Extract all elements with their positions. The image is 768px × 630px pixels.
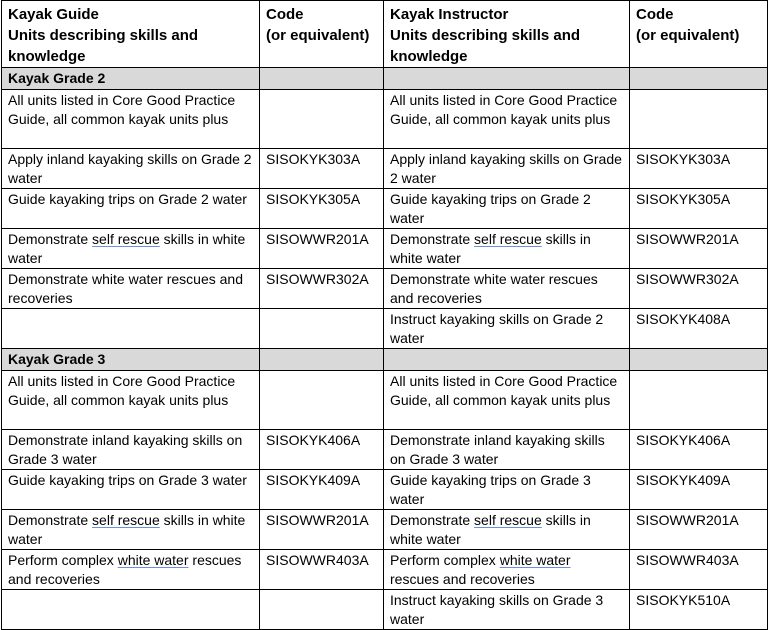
instructor-unit-cell: Demonstrate self rescue skills in white water [384, 229, 630, 269]
guide-code-cell: SISOWWR302A [260, 269, 384, 309]
section-title: Kayak Grade 2 [2, 68, 260, 90]
guide-unit-cell: Demonstrate inland kayaking skills on Grade 3 water [2, 430, 260, 470]
instructor-code-cell: SISOKYK303A [630, 149, 768, 189]
instructor-unit-cell: All units listed in Core Good Practice Guide, all common kayak units plus [384, 371, 630, 430]
guide-code-cell [260, 371, 384, 430]
guide-unit-cell: Demonstrate self rescue skills in white water [2, 510, 260, 550]
guide-code-cell: SISOKYK303A [260, 149, 384, 189]
table-row [2, 550, 768, 590]
guide-code-cell: SISOWWR201A [260, 229, 384, 269]
instructor-unit-cell: Perform complex white water rescues and recoveries [384, 550, 630, 590]
instructor-unit-cell: Demonstrate white water rescues and recoveries [384, 269, 630, 309]
table-row [2, 309, 768, 349]
guide-unit-cell [2, 309, 260, 349]
spellcheck-underline: self rescue [92, 512, 160, 528]
instructor-unit-cell: Demonstrate inland kayaking skills on Grade 3 water [384, 430, 630, 470]
instructor-unit-cell: Apply inland kayaking skills on Grade 2 water [384, 149, 630, 189]
section-row-grade-2 [2, 68, 768, 90]
instructor-code-cell: SISOKYK305A [630, 189, 768, 229]
header-instructor-code: Code (or equivalent) [630, 1, 768, 68]
instructor-code-cell [630, 90, 768, 149]
guide-code-cell [260, 90, 384, 149]
guide-unit-cell: Perform complex white water rescues and recoveries [2, 550, 260, 590]
guide-code-cell [260, 590, 384, 630]
guide-unit-cell [2, 590, 260, 630]
table-row [2, 510, 768, 550]
spellcheck-underline: self rescue [474, 231, 542, 247]
instructor-code-cell: SISOWWR201A [630, 510, 768, 550]
spellcheck-underline: white water [117, 552, 189, 568]
header-guide-unit: Kayak Guide Units describing skills and knowledge [2, 1, 260, 68]
table-row [2, 269, 768, 309]
instructor-code-cell: SISOKYK406A [630, 430, 768, 470]
table-row [2, 470, 768, 510]
instructor-code-cell: SISOKYK408A [630, 309, 768, 349]
table-row [2, 189, 768, 229]
instructor-code-cell: SISOWWR403A [630, 550, 768, 590]
table-row [2, 371, 768, 430]
instructor-unit-cell: Guide kayaking trips on Grade 3 water [384, 470, 630, 510]
spellcheck-underline: self rescue [474, 512, 542, 528]
instructor-code-cell: SISOWWR302A [630, 269, 768, 309]
guide-code-cell: SISOWWR201A [260, 510, 384, 550]
instructor-unit-cell: All units listed in Core Good Practice Guide, all common kayak units plus [384, 90, 630, 149]
table-row [2, 149, 768, 189]
section-row-grade-3 [2, 349, 768, 371]
instructor-unit-cell: Instruct kayaking skills on Grade 3 water [384, 590, 630, 630]
guide-code-cell [260, 309, 384, 349]
header-guide-code: Code (or equivalent) [260, 1, 384, 68]
instructor-unit-cell: Guide kayaking trips on Grade 2 water [384, 189, 630, 229]
instructor-unit-cell: Instruct kayaking skills on Grade 2 water [384, 309, 630, 349]
instructor-code-cell: SISOKYK510A [630, 590, 768, 630]
header-row [2, 1, 768, 68]
guide-code-cell: SISOKYK406A [260, 430, 384, 470]
guide-code-cell: SISOKYK305A [260, 189, 384, 229]
guide-code-cell: SISOKYK409A [260, 470, 384, 510]
guide-unit-cell: Guide kayaking trips on Grade 2 water [2, 189, 260, 229]
table-row [2, 229, 768, 269]
instructor-code-cell: SISOKYK409A [630, 470, 768, 510]
instructor-code-cell: SISOWWR201A [630, 229, 768, 269]
instructor-unit-cell: Demonstrate self rescue skills in white water [384, 510, 630, 550]
guide-unit-cell: Demonstrate self rescue skills in white water [2, 229, 260, 269]
header-instructor-unit: Kayak Instructor Units describing skills and knowledge [384, 1, 630, 68]
guide-unit-cell: All units listed in Core Good Practice Guide, all common kayak units plus [2, 90, 260, 149]
spellcheck-underline: white water [499, 552, 571, 568]
guide-unit-cell: All units listed in Core Good Practice Guide, all common kayak units plus [2, 371, 260, 430]
table-row [2, 590, 768, 630]
guide-code-cell: SISOWWR403A [260, 550, 384, 590]
guide-unit-cell: Guide kayaking trips on Grade 3 water [2, 470, 260, 510]
instructor-code-cell [630, 371, 768, 430]
guide-unit-cell: Apply inland kayaking skills on Grade 2 water [2, 149, 260, 189]
table-row [2, 430, 768, 470]
units-table [1, 0, 768, 630]
guide-unit-cell: Demonstrate white water rescues and recoveries [2, 269, 260, 309]
spellcheck-underline: self rescue [92, 231, 160, 247]
table-row [2, 90, 768, 149]
section-title: Kayak Grade 3 [2, 349, 260, 371]
